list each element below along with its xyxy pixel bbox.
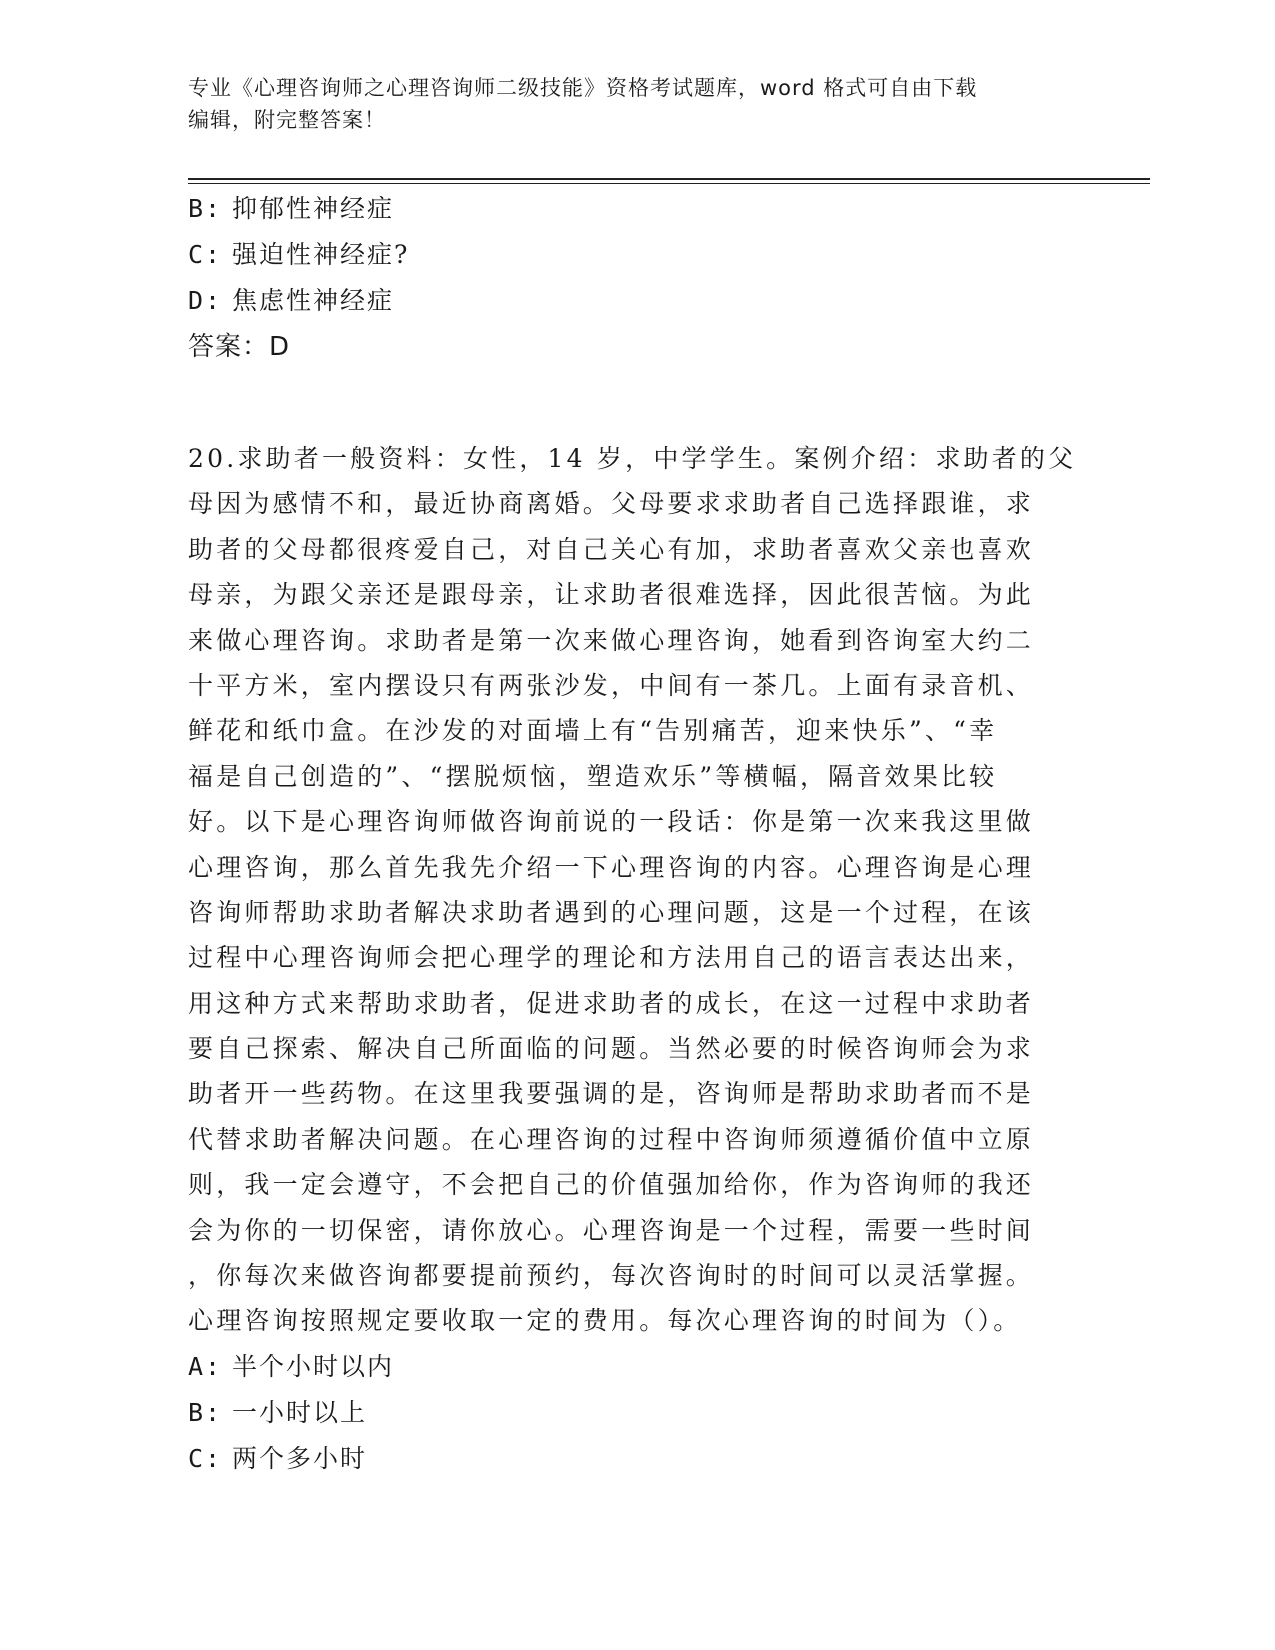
option-text: 半个小时以内 [232, 1351, 395, 1381]
option-text: 强迫性神经症? [232, 240, 410, 269]
document-header [188, 72, 1088, 136]
question-text-line: 心理咨询按照规定要收取一定的费用。每次心理咨询的时间为（）。 [188, 1306, 1022, 1336]
option-letter: C: [188, 240, 223, 269]
option-text: 两个多小时 [232, 1443, 368, 1473]
header-line-2: 编辑，附完整答案！ [188, 108, 386, 132]
question-text-line: 心理咨询，那么首先我先介绍一下心理咨询的内容。心理咨询是心理 [188, 852, 1035, 882]
question-text-line: 要自己探索、解决自己所面临的问题。当然必要的时候咨询师会为求 [188, 1034, 1035, 1064]
question-text-line: 母亲，为跟父亲还是跟母亲，让求助者很难选择，因此很苦恼。为此 [188, 580, 1035, 610]
question-text-line: 代替求助者解决问题。在心理咨询的过程中咨询师须遵循价值中立原 [188, 1124, 1035, 1154]
question-text-line: 则，我一定会遵守，不会把自己的价值强加给你，作为咨询师的我还 [188, 1170, 1035, 1200]
question-text-line: 好。以下是心理咨询师做咨询前说的一段话：你是第一次来我这里做 [188, 807, 1035, 837]
option-c [188, 232, 1088, 278]
question-text-line: 母因为感情不和，最近协商离婚。父母要求求助者自己选择跟谁，求 [188, 489, 1035, 519]
option-b [188, 186, 1088, 232]
question-text-line: 福是自己创造的”、“摆脱烦恼，塑造欢乐”等横幅，隔音效果比较 [188, 761, 998, 791]
option-d [188, 278, 1088, 324]
question-text-line: 过程中心理咨询师会把心理学的理论和方法用自己的语言表达出来， [188, 943, 1035, 973]
question-text-line: 会为你的一切保密，请你放心。心理咨询是一个过程，需要一些时间 [188, 1215, 1035, 1245]
option-b [188, 1390, 1088, 1436]
question-text-line: 助者的父母都很疼爱自己，对自己关心有加，求助者喜欢父亲也喜欢 [188, 534, 1035, 564]
option-a [188, 1344, 1088, 1390]
question-text-line: 咨询师帮助求助者解决求助者遇到的心理问题，这是一个过程，在该 [188, 897, 1035, 927]
answer-line: 答案：D [188, 332, 291, 362]
question-text-line: 用这种方式来帮助求助者，促进求助者的成长，在这一过程中求助者 [188, 988, 1035, 1018]
spacer [188, 370, 1088, 436]
question-text-line: 20.求助者一般资料：女性，14 岁，中学学生。案例介绍：求助者的父 [188, 444, 1077, 473]
header-line-1: 专业《心理咨询师之心理咨询师二级技能》资格考试题库，word 格式可自由下载 [188, 76, 978, 100]
document-body [188, 186, 1088, 1482]
question-text-line: 助者开一些药物。在这里我要强调的是，咨询师是帮助求助者而不是 [188, 1079, 1035, 1109]
question-text-line: 十平方米，室内摆设只有两张沙发，中间有一茶几。上面有录音机、 [188, 670, 1035, 700]
question-text-line: 来做心理咨询。求助者是第一次来做心理咨询，她看到咨询室大约二 [188, 625, 1035, 655]
question-20 [188, 436, 1088, 1344]
header-rule-thin [188, 183, 1150, 184]
option-c [188, 1436, 1088, 1482]
option-letter: B: [188, 1397, 223, 1427]
previous-question-options [188, 186, 1088, 324]
option-letter: B: [188, 194, 223, 223]
header-rule-thick [188, 178, 1150, 180]
option-letter: D: [188, 286, 223, 315]
option-letter: A: [188, 1351, 223, 1381]
option-text: 抑郁性神经症 [232, 194, 395, 223]
option-text: 焦虑性神经症 [232, 286, 395, 315]
question-20-options [188, 1344, 1088, 1482]
question-text-line: ，你每次来做咨询都要提前预约，每次咨询时的时间可以灵活掌握。 [188, 1261, 1035, 1291]
option-text: 一小时以上 [232, 1397, 368, 1427]
question-text-line: 鲜花和纸巾盒。在沙发的对面墙上有“告别痛苦，迎来快乐”、“幸 [188, 716, 998, 746]
option-letter: C: [188, 1443, 223, 1473]
